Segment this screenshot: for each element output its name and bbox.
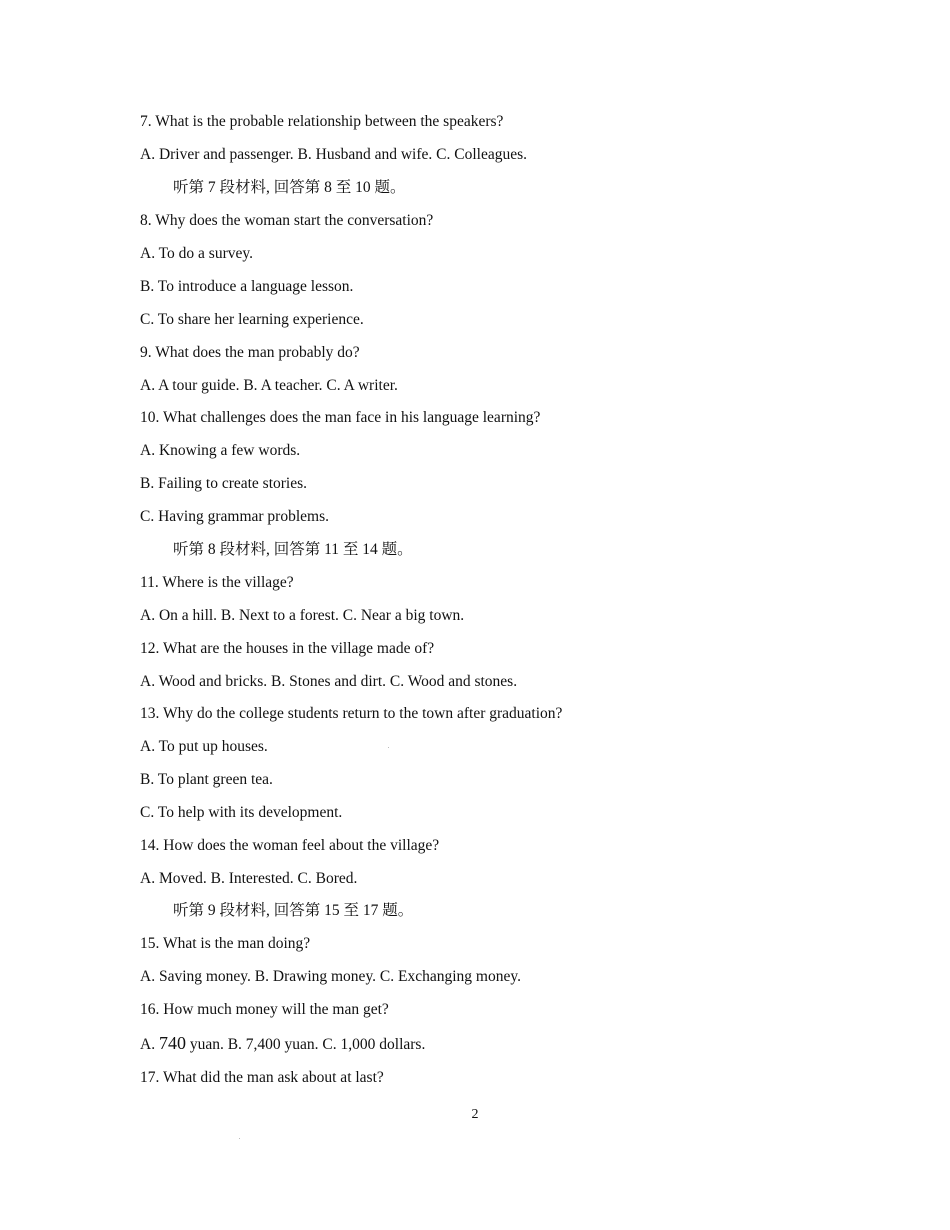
question-13-option-b: B. To plant green tea. [140, 771, 273, 788]
question-8-option-a: A. To do a survey. [140, 245, 253, 262]
question-14-options: A. Moved. B. Interested. C. Bored. [140, 870, 358, 887]
question-16: 16. How much money will the man get? [140, 1001, 389, 1018]
question-8-option-b: B. To introduce a language lesson. [140, 278, 354, 295]
question-8: 8. Why does the woman start the conversation? [140, 212, 434, 229]
option-prefix: A. [140, 1036, 159, 1053]
option-suffix: yuan. B. 7,400 yuan. C. 1,000 dollars. [185, 1036, 426, 1053]
question-9: 9. What does the man probably do? [140, 344, 360, 361]
section-instruction-8: 听第 8 段材料, 回答第 11 至 14 题。 [173, 541, 413, 558]
question-10-option-c: C. Having grammar problems. [140, 508, 329, 525]
question-11-options: A. On a hill. B. Next to a forest. C. Near a big town. [140, 607, 465, 624]
question-15: 15. What is the man doing? [140, 935, 311, 952]
page-number: 2 [471, 1107, 479, 1122]
option-amount: 740 [158, 1033, 186, 1053]
question-13-option-c: C. To help with its development. [140, 804, 343, 821]
question-7-options: A. Driver and passenger. B. Husband and wife. C. Colleagues. [140, 146, 527, 163]
scan-speck [239, 1138, 240, 1139]
question-7: 7. What is the probable relationship between the speakers? [140, 113, 504, 130]
question-10: 10. What challenges does the man face in his language learning? [140, 409, 541, 426]
question-10-option-a: A. Knowing a few words. [140, 442, 301, 459]
section-instruction-7: 听第 7 段材料, 回答第 8 至 10 题。 [173, 179, 406, 196]
question-13-option-a: A. To put up houses. [140, 738, 268, 755]
question-15-options: A. Saving money. B. Drawing money. C. Exchanging money. [140, 968, 521, 985]
question-14: 14. How does the woman feel about the village? [140, 837, 440, 854]
question-8-option-c: C. To share her learning experience. [140, 311, 364, 328]
scan-speck [388, 747, 389, 748]
question-12-options: A. Wood and bricks. B. Stones and dirt. C. Wood and stones. [140, 673, 518, 690]
question-9-options: A. A tour guide. B. A teacher. C. A writer. [140, 377, 398, 394]
question-16-options [140, 1033, 425, 1055]
section-instruction-9: 听第 9 段材料, 回答第 15 至 17 题。 [173, 902, 414, 919]
question-13: 13. Why do the college students return to the town after graduation? [140, 705, 563, 722]
question-17: 17. What did the man ask about at last? [140, 1069, 384, 1086]
question-11: 11. Where is the village? [140, 574, 294, 591]
question-12: 12. What are the houses in the village made of? [140, 640, 435, 657]
question-10-option-b: B. Failing to create stories. [140, 475, 308, 492]
